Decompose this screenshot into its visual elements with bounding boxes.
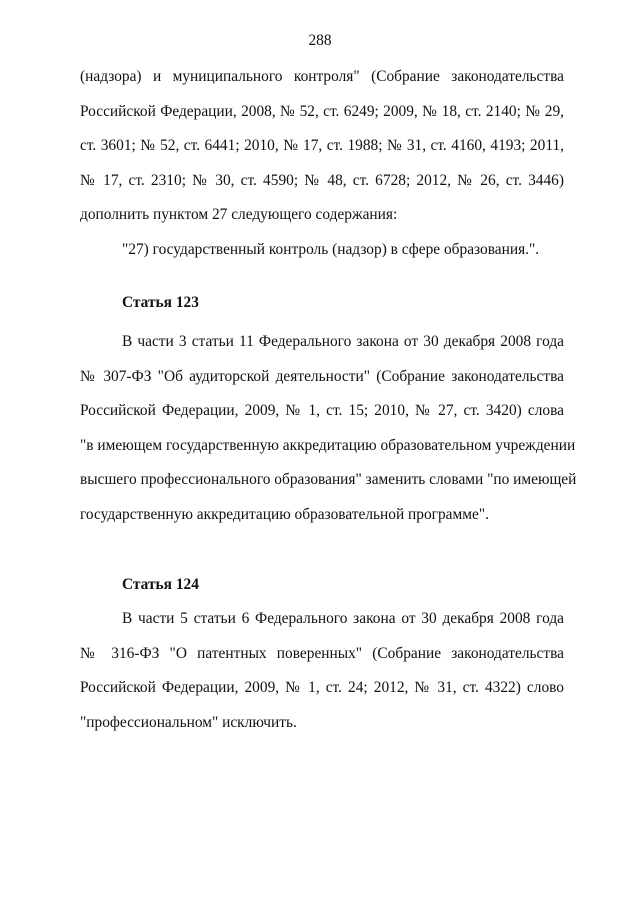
text-line: В части 3 статьи 11 Федерального закона от 30 декабря 2008 года bbox=[122, 333, 564, 350]
text-line: Российской Федерации, 2008, № 52, ст. 6249; 2009, № 18, ст. 2140; № 29, bbox=[80, 102, 564, 120]
text-line: дополнить пунктом 27 следующего содержания: bbox=[80, 206, 398, 223]
text-line: № 307-ФЗ "Об аудиторской деятельности" (Собрание законодательства bbox=[80, 367, 564, 385]
text-line: Российской Федерации, 2009, № 1, ст. 15; 2010, № 27, ст. 3420) слова bbox=[80, 402, 564, 419]
text-line: государственную аккредитацию образовательной программе". bbox=[80, 505, 489, 523]
page-number: 288 bbox=[308, 32, 332, 49]
article-124-paragraph bbox=[80, 602, 564, 740]
text-line: № 316-ФЗ "О патентных поверенных" (Собрание законодательства bbox=[80, 644, 564, 662]
article-123-heading: Статья 123 bbox=[122, 294, 199, 311]
text-line: "в имеющем государственную аккредитацию образовательном учреждении bbox=[80, 436, 576, 454]
article-124-heading: Статья 124 bbox=[122, 576, 199, 593]
text-line: В части 5 статьи 6 Федерального закона от 30 декабря 2008 года bbox=[122, 610, 564, 627]
text-line: (надзора) и муниципального контроля" (Собрание законодательства bbox=[80, 68, 564, 85]
intro-paragraph bbox=[80, 60, 564, 267]
text-line: "профессиональном" исключить. bbox=[80, 713, 297, 731]
text-line: ст. 3601; № 52, ст. 6441; 2010, № 17, ст. 1988; № 31, ст. 4160, 4193; 2011, bbox=[80, 137, 564, 154]
text-line: "27) государственный контроль (надзор) в сфере образования.". bbox=[122, 240, 540, 258]
text-line: Российской Федерации, 2009, № 1, ст. 24; 2012, № 31, ст. 4322) слово bbox=[80, 679, 564, 696]
text-line: высшего профессионального образования" заменить словами "по имеющей bbox=[80, 471, 577, 488]
text-line: № 17, ст. 2310; № 30, ст. 4590; № 48, ст. 6728; 2012, № 26, ст. 3446) bbox=[80, 171, 564, 189]
article-123-paragraph bbox=[80, 325, 577, 532]
